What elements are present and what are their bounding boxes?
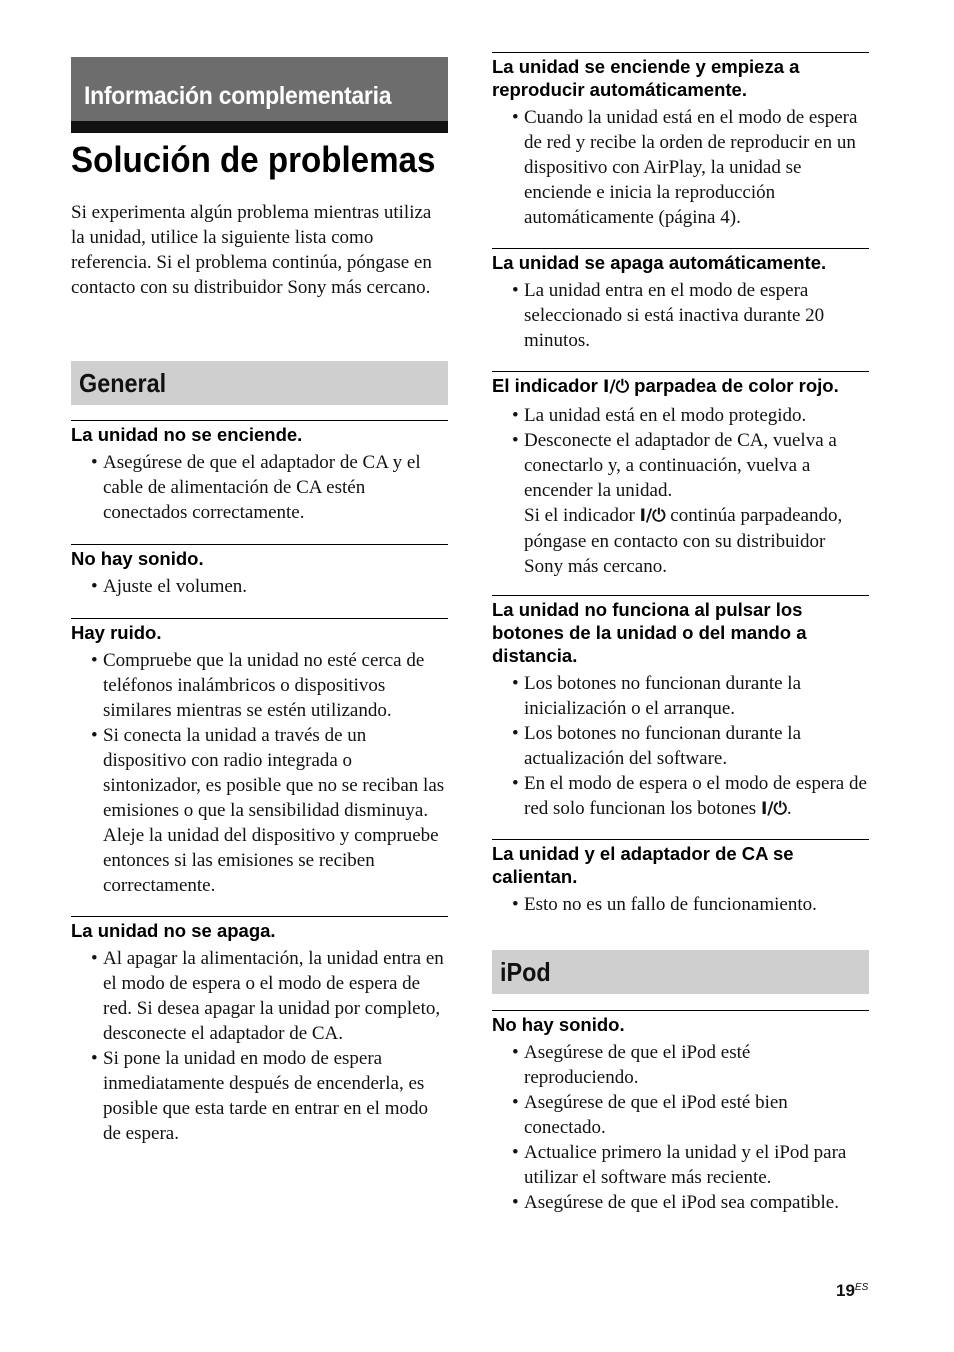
troubleshoot-item (492, 52, 869, 230)
item-bullet: • Si pone la unidad en modo de espera inmediatamente después de encenderla, es posible que esta tarde en entrar en el modo de espera. (71, 1046, 448, 1146)
page-title: Solución de problemas (71, 139, 436, 180)
item-title-text: parpadea de color rojo. (629, 375, 839, 396)
page-lang-suffix: ES (854, 1282, 869, 1293)
item-bullet: • La unidad entra en el modo de espera seleccionado si está inactiva durante 20 minutos. (492, 278, 869, 353)
power-icon: I/⏻ (639, 506, 666, 526)
item-bullet: • Esto no es un fallo de funcionamiento. (492, 892, 869, 917)
item-title: La unidad no se enciende. (71, 424, 303, 445)
item-bullet-text: . (786, 798, 792, 819)
section-header-general (71, 361, 448, 405)
troubleshoot-item (492, 1010, 869, 1215)
item-title: La unidad se apaga automáticamente. (492, 252, 827, 273)
item-bullet: • Asegúrese de que el iPod esté reproduciendo. (492, 1040, 869, 1090)
power-icon: I/⏻ (603, 377, 630, 397)
power-icon: I/⏻ (760, 799, 787, 819)
continuation-text: continúa parpadeando, póngase en contacto con su distribuidor Sony más cercano. (524, 505, 843, 577)
item-bullet: • Ajuste el volumen. (71, 574, 448, 599)
troubleshoot-item (492, 371, 869, 579)
item-bullet (492, 771, 869, 822)
item-title-text: El indicador (492, 375, 604, 396)
item-bullet: • Asegúrese de que el iPod esté bien conectado. (492, 1090, 869, 1140)
item-title: La unidad se enciende y empieza a reproducir automáticamente. (492, 56, 800, 100)
item-bullet-continuation (524, 503, 869, 579)
troubleshoot-item (492, 595, 869, 822)
item-title (492, 372, 869, 399)
page-number (836, 1281, 868, 1301)
item-bullet-text: En el modo de espera o el modo de espera de red solo funcionan los botones (524, 773, 867, 819)
item-title: No hay sonido. (71, 548, 204, 569)
chapter-banner-label: Información complementaria (84, 82, 392, 110)
troubleshoot-item (492, 248, 869, 353)
item-title: La unidad no funciona al pulsar los botones de la unidad o del mando a distancia. (492, 599, 807, 666)
chapter-banner (71, 57, 448, 133)
item-bullet: • Actualice primero la unidad y el iPod para utilizar el software más reciente. (492, 1140, 869, 1190)
troubleshoot-item (71, 618, 448, 898)
item-title: La unidad no se apaga. (71, 920, 276, 941)
item-bullet: • Compruebe que la unidad no esté cerca de teléfonos inalámbricos o dispositivos similares mientras se estén utilizando. (71, 648, 448, 723)
item-bullet: • Si conecta la unidad a través de un dispositivo con radio integrada o sintonizador, es posible que no se reciban las emisiones o que la sensibilidad disminuya. Aleje la unidad del dispositivo y compruebe entonces si las emisiones se reciben correctamente. (71, 723, 448, 898)
troubleshoot-item (71, 916, 448, 1146)
item-bullet: • La unidad está en el modo protegido. (492, 403, 869, 428)
section-header-label: General (79, 368, 167, 398)
item-bullet: • Los botones no funcionan durante la actualización del software. (492, 721, 869, 771)
item-bullet-text: Desconecte el adaptador de CA, vuelva a conectarlo y, a continuación, vuelva a encender la unidad. (524, 430, 837, 501)
item-title: La unidad y el adaptador de CA se calientan. (492, 843, 794, 887)
section-header-label: iPod (500, 957, 551, 987)
troubleshoot-item (71, 420, 448, 525)
intro-paragraph: Si experimenta algún problema mientras utiliza la unidad, utilice la siguiente lista como referencia. Si el problema continúa, póngase en contacto con su distribuidor Sony más cercano. (71, 202, 432, 298)
item-bullet: • Asegúrese de que el iPod sea compatible. (492, 1190, 869, 1215)
troubleshoot-item (492, 839, 869, 917)
page-number-value: 19 (836, 1281, 855, 1300)
item-bullet: • Los botones no funcionan durante la inicialización o el arranque. (492, 671, 869, 721)
item-bullet: • Cuando la unidad está en el modo de espera de red y recibe la orden de reproducir en un dispositivo con AirPlay, la unidad se enciende e inicia la reproducción automáticamente (página 4). (492, 105, 869, 230)
item-bullet: • Al apagar la alimentación, la unidad entra en el modo de espera o el modo de espera de red. Si desea apagar la unidad por completo, desconecte el adaptador de CA. (71, 946, 448, 1046)
item-bullet (492, 428, 869, 579)
continuation-text: Si el indicador (524, 505, 640, 526)
item-title: No hay sonido. (492, 1014, 625, 1035)
item-bullet: • Asegúrese de que el adaptador de CA y el cable de alimentación de CA estén conectados correctamente. (71, 450, 448, 525)
troubleshoot-item (71, 544, 448, 599)
item-title: Hay ruido. (71, 622, 162, 643)
section-header-ipod (492, 950, 869, 994)
